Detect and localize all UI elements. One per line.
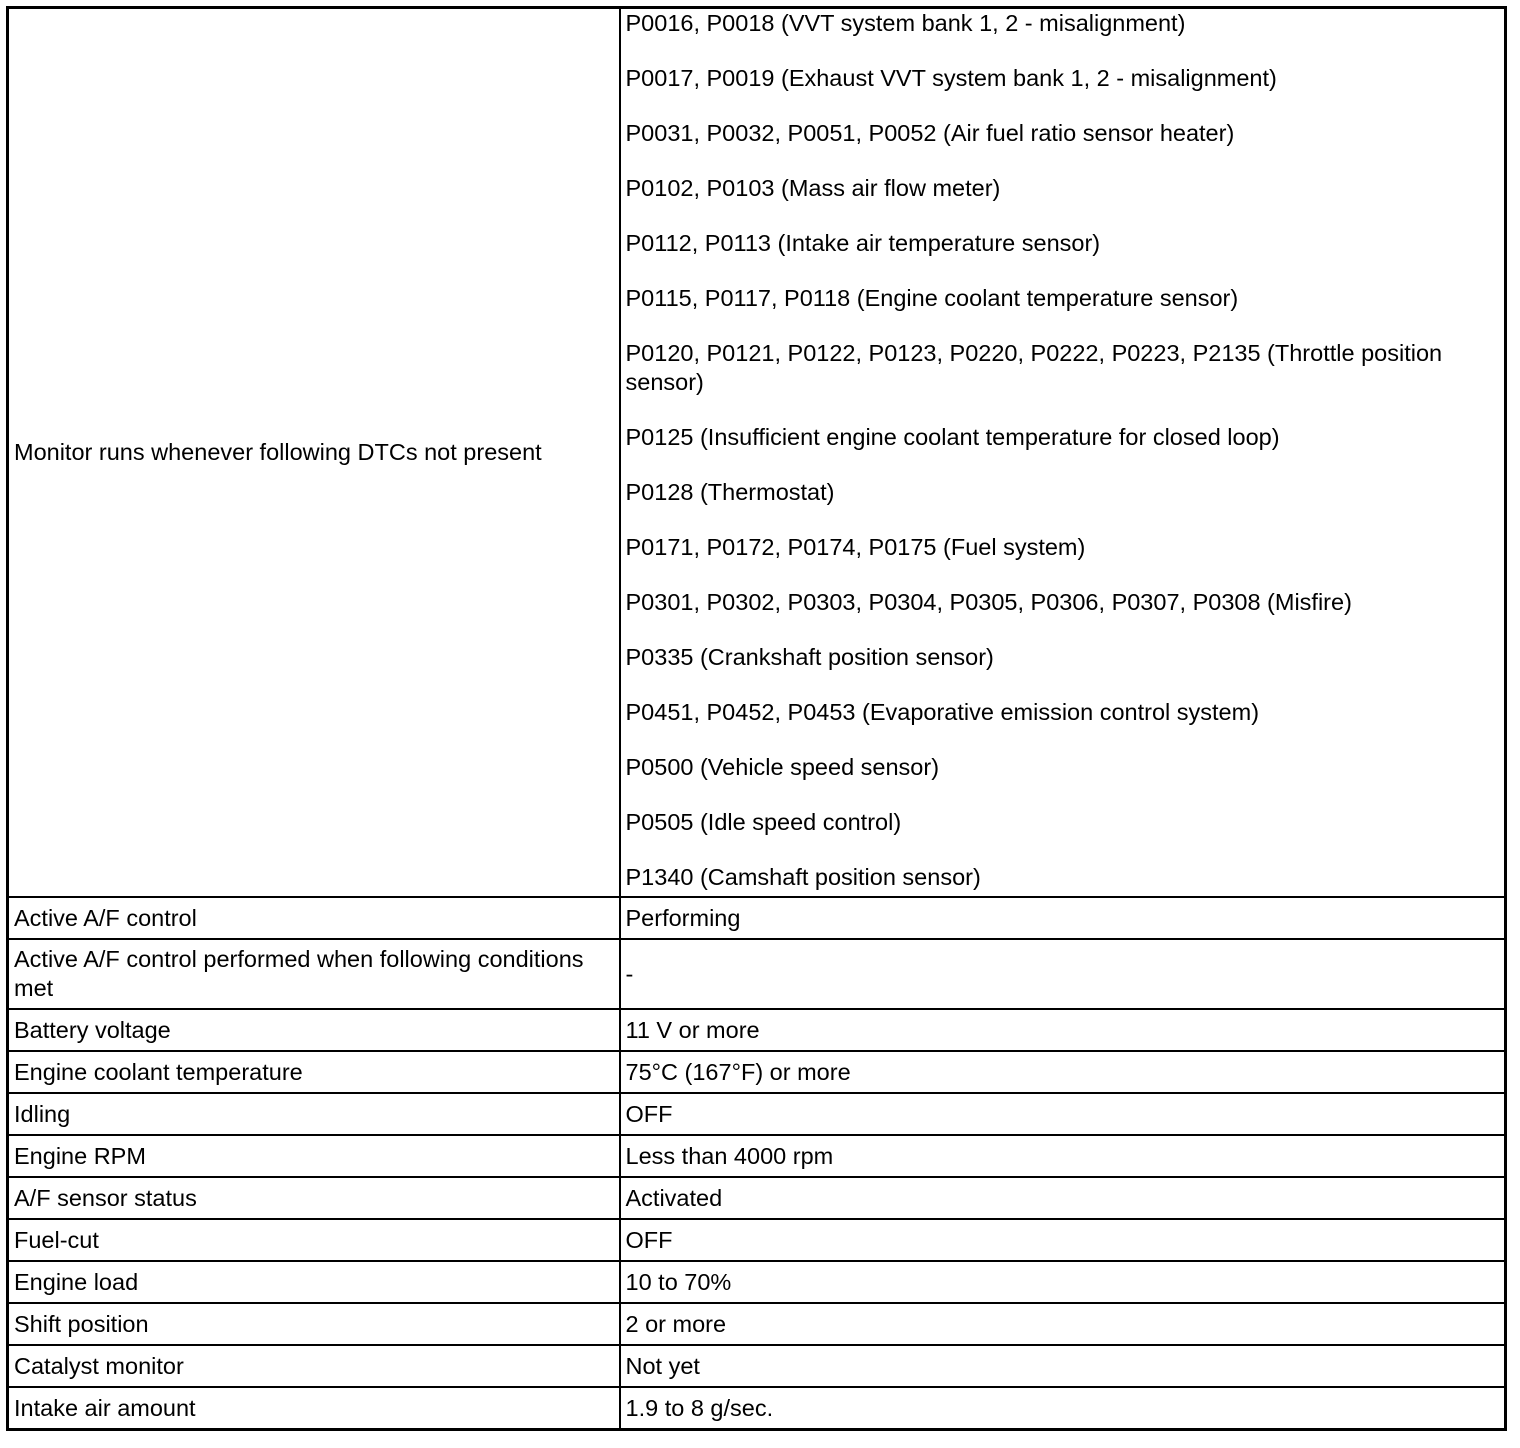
dtc-item: P0115, P0117, P0118 (Engine coolant temperature sensor)	[625, 285, 1239, 311]
table-row	[8, 1093, 1506, 1135]
condition-label: Fuel-cut	[8, 1219, 620, 1261]
condition-label: Intake air amount	[8, 1387, 620, 1430]
dtc-item: P0031, P0032, P0051, P0052 (Air fuel ratio sensor heater)	[625, 120, 1235, 146]
table-row	[8, 1135, 1506, 1177]
conditions-table	[6, 6, 1507, 1431]
table-row	[8, 1177, 1506, 1219]
table-row	[8, 1261, 1506, 1303]
table-row	[8, 1303, 1506, 1345]
table-row	[8, 897, 1506, 939]
condition-value: Not yet	[620, 1345, 1506, 1387]
dtc-item: P0112, P0113 (Intake air temperature sensor)	[625, 230, 1101, 256]
condition-value: 11 V or more	[620, 1009, 1506, 1051]
condition-value: Activated	[620, 1177, 1506, 1219]
dtc-item: P0102, P0103 (Mass air flow meter)	[625, 175, 1001, 201]
condition-value: -	[620, 939, 1506, 1009]
condition-label: Battery voltage	[8, 1009, 620, 1051]
condition-label: Idling	[8, 1093, 620, 1135]
condition-label: Engine coolant temperature	[8, 1051, 620, 1093]
condition-label: Active A/F control	[8, 897, 620, 939]
condition-value: OFF	[620, 1093, 1506, 1135]
table-row	[8, 1219, 1506, 1261]
dtc-item: P0171, P0172, P0174, P0175 (Fuel system)	[625, 534, 1086, 560]
condition-label: Engine RPM	[8, 1135, 620, 1177]
condition-value: 1.9 to 8 g/sec.	[620, 1387, 1506, 1430]
dtc-item: P0301, P0302, P0303, P0304, P0305, P0306, P0307, P0308 (Misfire)	[625, 589, 1352, 615]
dtc-item: P0335 (Crankshaft position sensor)	[625, 644, 994, 670]
table-row	[8, 1387, 1506, 1430]
condition-value: 2 or more	[620, 1303, 1506, 1345]
dtc-list-cell	[620, 8, 1506, 898]
dtc-item: P1340 (Camshaft position sensor)	[625, 864, 981, 890]
table-row-monitor	[8, 8, 1506, 898]
dtc-item: P0016, P0018 (VVT system bank 1, 2 - misalignment)	[625, 10, 1186, 36]
table-row	[8, 1345, 1506, 1387]
dtc-item: P0120, P0121, P0122, P0123, P0220, P0222, P0223, P2135 (Throttle position sensor)	[625, 340, 1443, 395]
dtc-item: P0017, P0019 (Exhaust VVT system bank 1, 2 - misalignment)	[625, 65, 1277, 91]
table-row	[8, 1009, 1506, 1051]
condition-value: Less than 4000 rpm	[620, 1135, 1506, 1177]
condition-value: Performing	[620, 897, 1506, 939]
condition-label: A/F sensor status	[8, 1177, 620, 1219]
condition-value: OFF	[620, 1219, 1506, 1261]
dtc-item: P0505 (Idle speed control)	[625, 809, 902, 835]
dtc-item: P0125 (Insufficient engine coolant temperature for closed loop)	[625, 424, 1280, 450]
condition-label: Engine load	[8, 1261, 620, 1303]
dtc-item: P0451, P0452, P0453 (Evaporative emission control system)	[625, 699, 1260, 725]
condition-label: Catalyst monitor	[8, 1345, 620, 1387]
condition-value: 10 to 70%	[620, 1261, 1506, 1303]
table-row	[8, 1051, 1506, 1093]
monitor-label-cell: Monitor runs whenever following DTCs not present	[8, 8, 620, 898]
table-row	[8, 939, 1506, 1009]
condition-label: Active A/F control performed when following conditions met	[8, 939, 620, 1009]
condition-label: Shift position	[8, 1303, 620, 1345]
condition-value: 75°C (167°F) or more	[620, 1051, 1506, 1093]
dtc-item: P0500 (Vehicle speed sensor)	[625, 754, 940, 780]
dtc-item: P0128 (Thermostat)	[625, 479, 835, 505]
